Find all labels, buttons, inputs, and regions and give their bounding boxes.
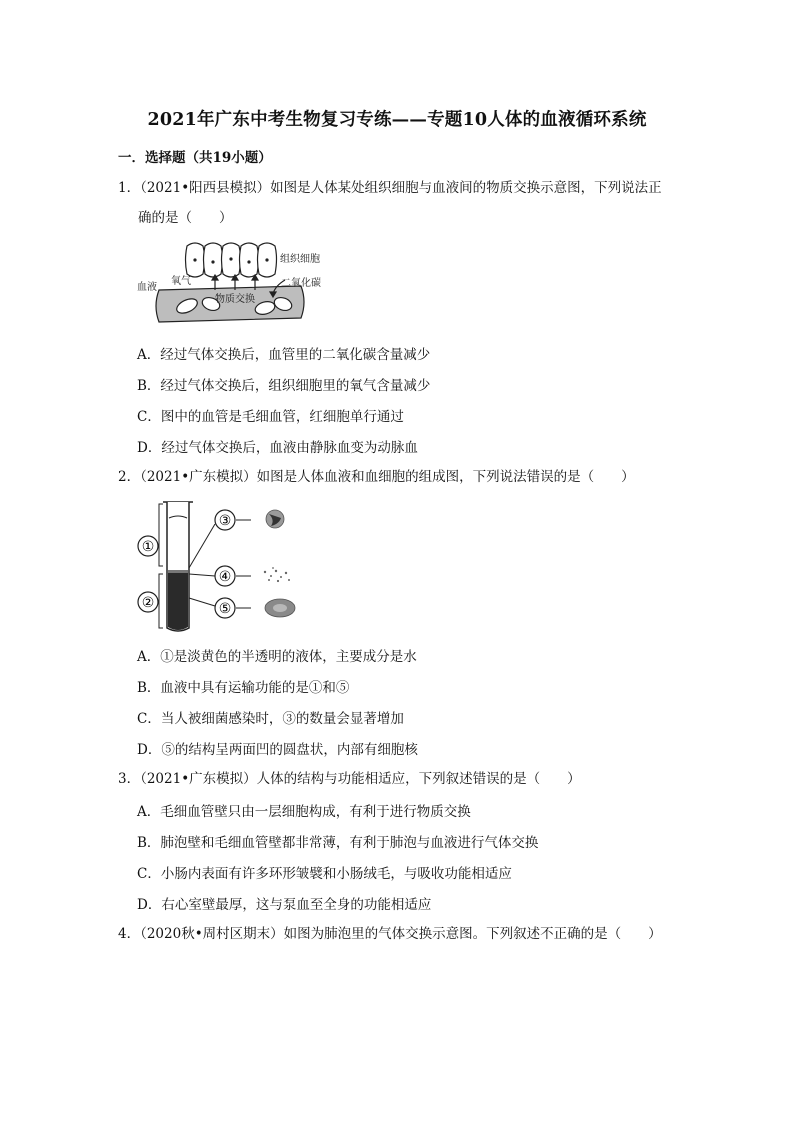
figure-gas-exchange-tissue	[135, 240, 335, 326]
question-3-option-b: B．肺泡壁和毛细血管壁都非常薄，有利于肺泡与血液进行气体交换	[137, 835, 539, 851]
question-4-stem	[118, 924, 662, 944]
label-5: ⑤	[218, 601, 232, 617]
question-2-option-a: A．①是淡黄色的半透明的液体，主要成分是水	[137, 649, 417, 665]
question-4-line1: 4．（2020秋•周村区期末）如图为肺泡里的气体交换示意图。下列叙述不正确的是（ ）	[118, 926, 662, 942]
question-1-stem-cont	[118, 208, 233, 228]
buffy-coat-layer	[168, 570, 188, 573]
question-3-stem	[118, 769, 581, 789]
question-1-stem	[118, 178, 662, 198]
question-1-option-a: A．经过气体交换后，血管里的二氧化碳含量减少	[137, 347, 431, 363]
label-3: ③	[218, 513, 232, 529]
question-2-line1: 2．（2021•广东模拟）如图是人体血液和血细胞的组成图，下列说法错误的是（ ）	[118, 469, 635, 485]
label-carbon-dioxide: 二氧化碳	[281, 278, 321, 289]
question-1-option-b: B．经过气体交换后，组织细胞里的氧气含量减少	[137, 378, 431, 394]
blood-cell-layer	[168, 571, 188, 630]
question-3-option-c: C．小肠内表面有许多环形皱襞和小肠绒毛，与吸收功能相适应	[137, 866, 512, 882]
question-2-option-d: D．⑤的结构呈两面凹的圆盘状，内部有细胞核	[137, 742, 418, 758]
label-oxygen: 氧气	[171, 276, 191, 287]
question-1-option-d: D．经过气体交换后，血液由静脉血变为动脉血	[137, 440, 418, 456]
section-heading: 一．选择题（共19小题）	[118, 150, 272, 166]
label-blood: 血液	[137, 282, 157, 293]
question-1-line1: 1．（2021•阳西县模拟）如图是人体某处组织细胞与血液间的物质交换示意图，下列说法正	[118, 180, 662, 196]
white-blood-cell-image	[266, 510, 284, 528]
question-2-option-b: B．血液中具有运输功能的是①和⑤	[137, 680, 350, 696]
label-tissue-cells: 组织细胞	[280, 254, 320, 265]
red-blood-cell-image	[265, 599, 295, 617]
label-1: ①	[141, 539, 155, 555]
question-1-line2: 确的是（ ）	[138, 210, 233, 226]
question-3-option-a: A．毛细血管壁只由一层细胞构成，有利于进行物质交换	[137, 804, 471, 820]
figure-blood-composition	[133, 496, 308, 636]
page-title: 2021年广东中考生物复习专练——专题10人体的血液循环系统	[147, 110, 647, 130]
question-1-option-c: C．图中的血管是毛细血管，红细胞单行通过	[137, 409, 404, 425]
test-tube	[163, 502, 193, 631]
label-2: ②	[141, 595, 155, 611]
label-4: ④	[218, 569, 232, 585]
question-2-option-c: C．当人被细菌感染时，③的数量会显著增加	[137, 711, 404, 727]
question-2-stem	[118, 467, 635, 487]
label-material-exchange: 物质交换	[215, 294, 255, 305]
question-3-line1: 3．（2021•广东模拟）人体的结构与功能相适应，下列叙述错误的是（ ）	[118, 771, 581, 787]
question-3-option-d: D．右心室壁最厚，这与泵血至全身的功能相适应	[137, 897, 432, 913]
platelets-image	[264, 567, 290, 582]
